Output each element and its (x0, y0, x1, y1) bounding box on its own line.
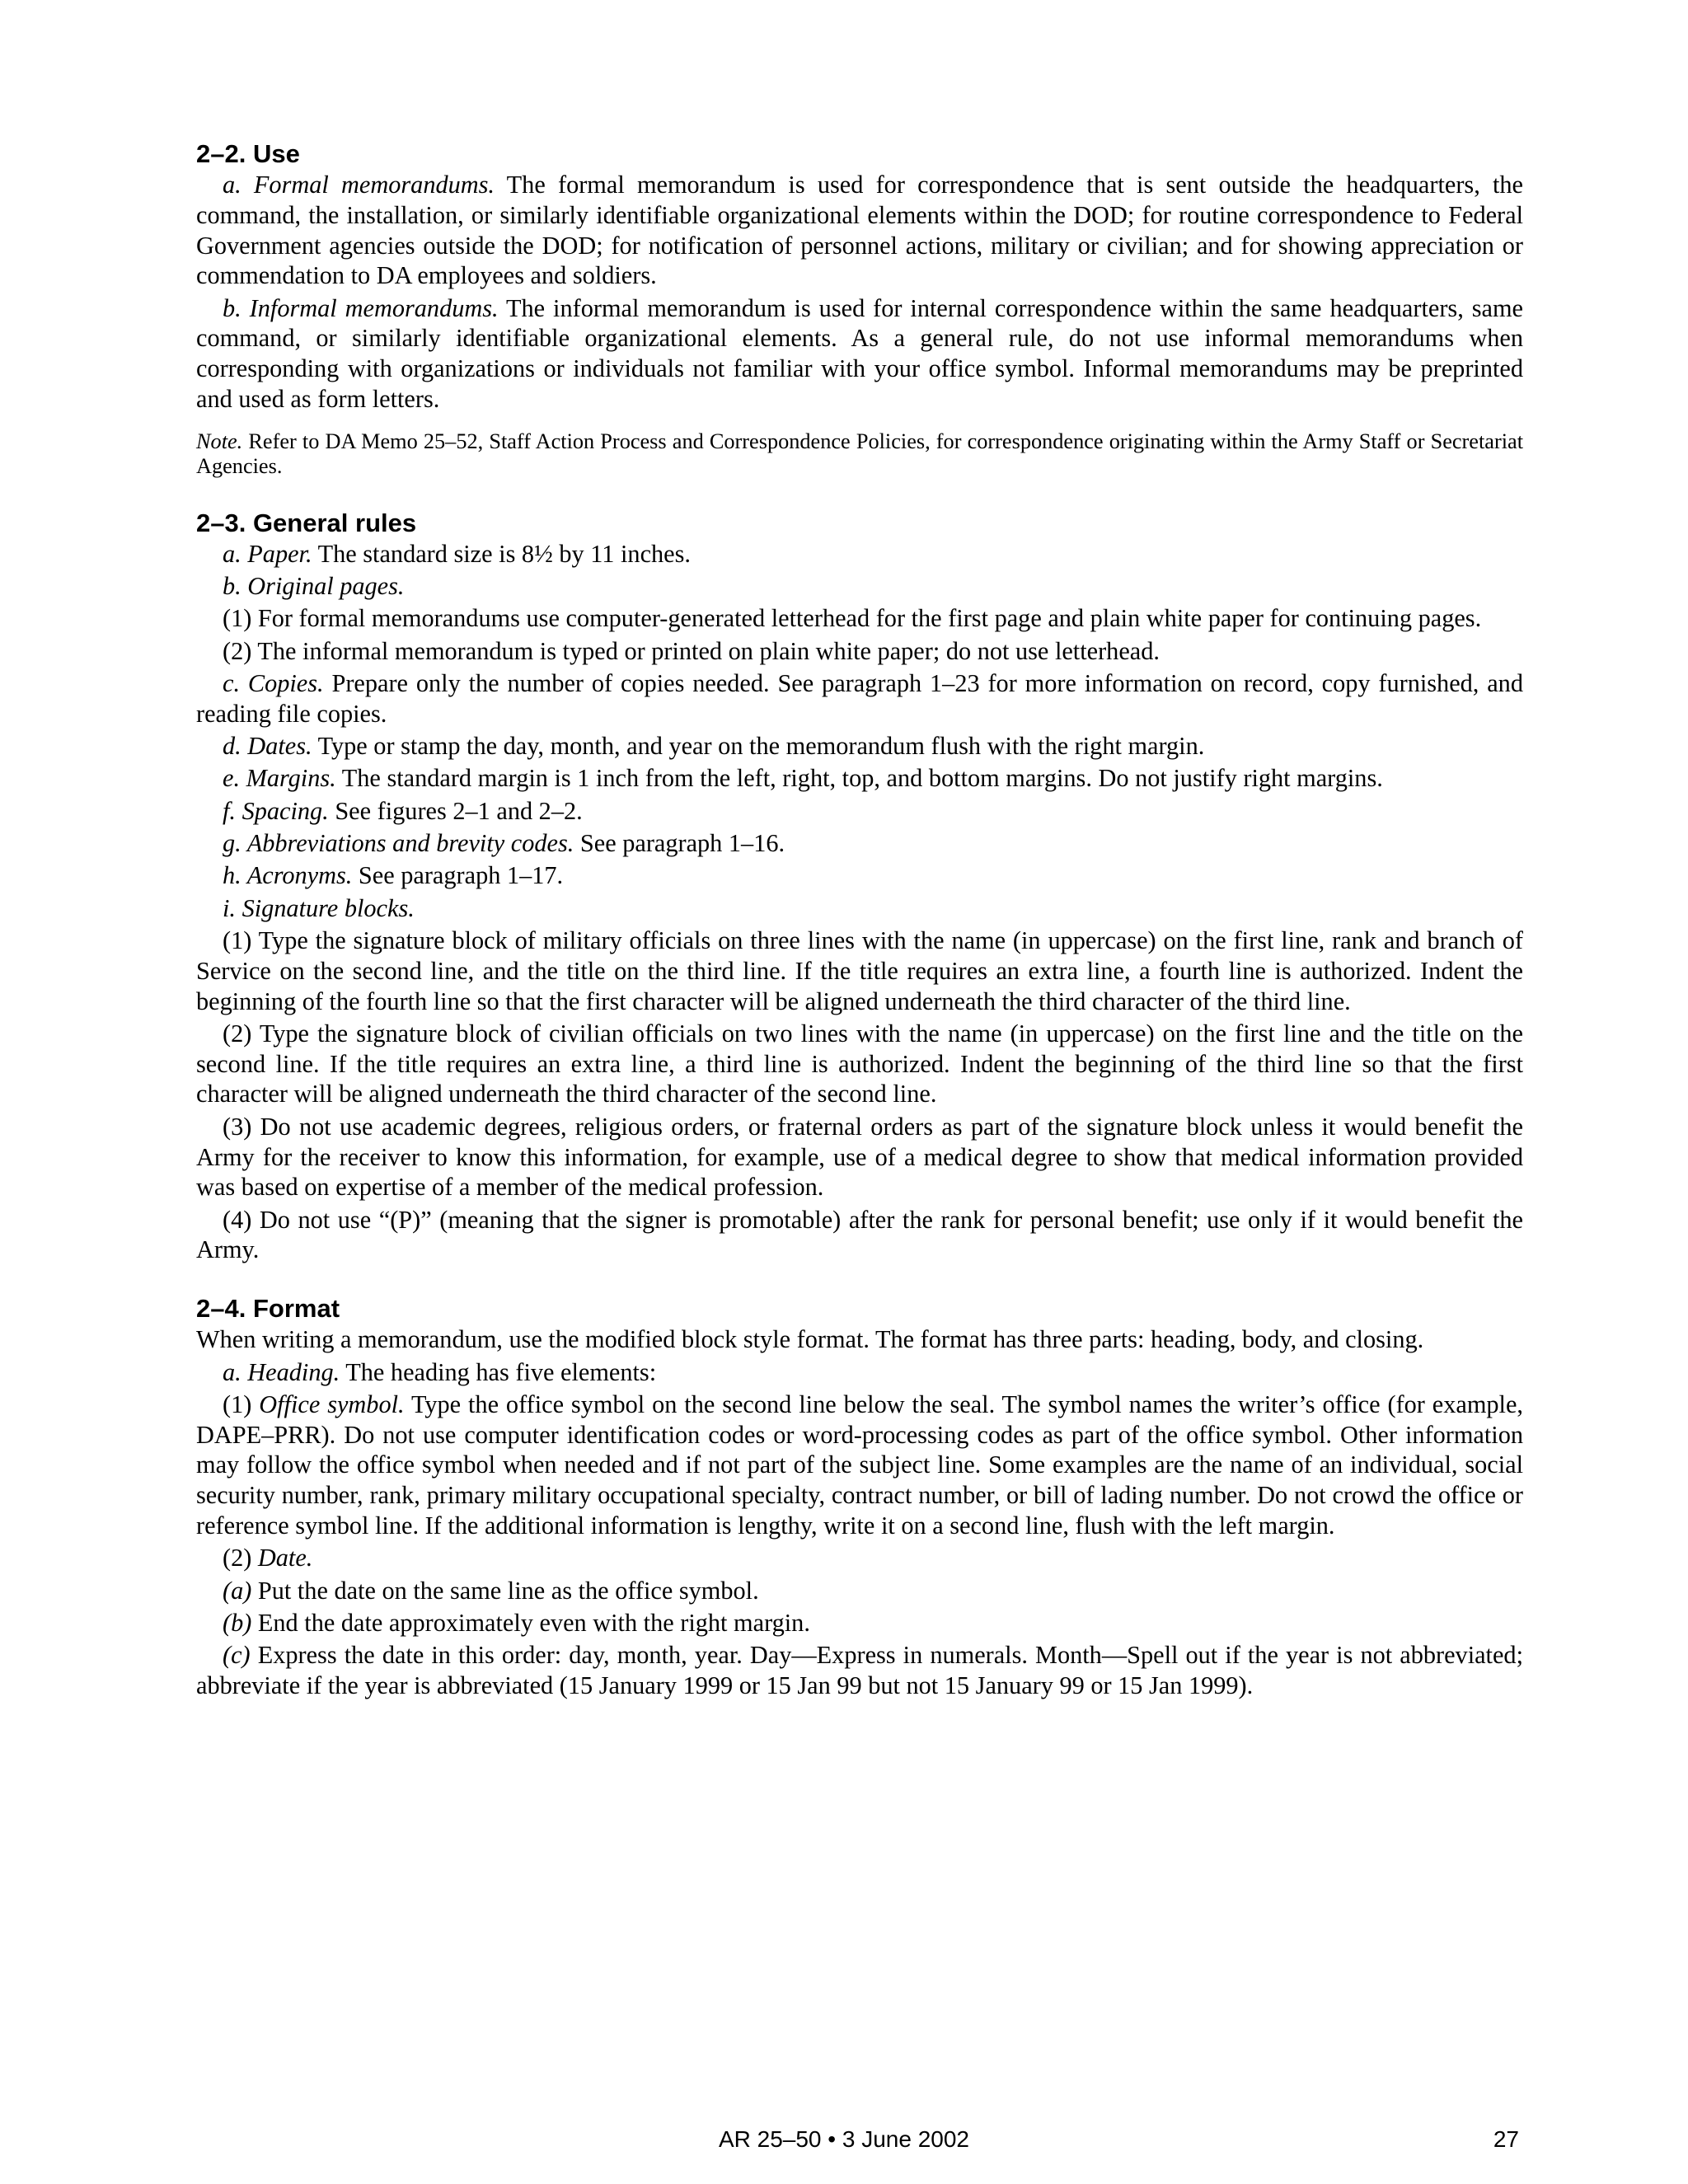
paragraph-2-4-a-2-a (196, 1576, 1523, 1606)
paragraph-label: a. Formal memorandums. (223, 171, 495, 199)
paragraph-label: Office symbol. (259, 1390, 405, 1418)
paragraph-2-3-i-1: (1) Type the signature block of military officials on three lines with the name (in uppercase) on the first line, rank and branch of Service on the second line, and the title on the third line. If the title requires an extra line, a fourth line is authorized. Indent the beginning of the fourth line so that the first character will be aligned underneath the third character of the third line. (196, 926, 1523, 1015)
paragraph-label: f. Spacing. (223, 796, 329, 825)
paragraph-text: The standard margin is 1 inch from the left, right, top, and bottom margins. Do not justify right margins. (335, 764, 1383, 793)
paragraph-label: g. Abbreviations and brevity codes. (223, 829, 574, 858)
section-2-3 (196, 508, 1523, 1265)
paragraph-2-3-i (196, 893, 1523, 924)
paragraph-label: h. Acronyms. (223, 861, 353, 890)
section-2-4 (196, 1293, 1523, 1701)
document-page (196, 138, 1523, 1703)
paragraph-2-3-i-4: (4) Do not use “(P)” (meaning that the signer is promotable) after the rank for personal benefit; use only if it would benefit the Army. (196, 1205, 1523, 1264)
paragraph-2-2-a (196, 170, 1523, 291)
paragraph-label: Date. (257, 1544, 313, 1572)
paragraph-2-3-i-2: (2) Type the signature block of civilian officials on two lines with the name (in uppercase) on the first line and the title on the second line. If the title requires an extra line, a third line is authorized. Indent the beginning of the third line so that the first character will be aligned underneath the third character of the second line. (196, 1019, 1523, 1108)
paragraph-2-3-b-2: (2) The informal memorandum is typed or printed on plain white paper; do not use letterhead. (223, 636, 1160, 665)
paragraph-number: (1) (223, 1390, 260, 1418)
note-2-2 (196, 429, 1523, 480)
paragraph-2-3-d (196, 731, 1523, 762)
paragraph-2-4-intro: When writing a memorandum, use the modified block style format. The format has three parts: heading, body, and closing. (196, 1325, 1424, 1354)
section-heading-2-2: 2–2. Use (196, 139, 300, 168)
paragraph-label: b. Original pages. (223, 572, 405, 601)
paragraph-2-4-a-2-c (196, 1640, 1523, 1701)
note-text: Refer to DA Memo 25–52, Staff Action Process and Correspondence Policies, for correspondence originating within the Army Staff or Secretariat Agencies. (196, 429, 1523, 479)
paragraph-2-3-h (196, 860, 1523, 891)
paragraph-text: Express the date in this order: day, month, year. Day—Express in numerals. Month—Spell out if the year is not abbreviated; abbreviate if the year is abbreviated (15 January 1999 or 15 Jan 99 but not 15 January 99 or 15 Jan 1999). (196, 1641, 1523, 1699)
paragraph-2-3-b-1: (1) For formal memorandums use computer-generated letterhead for the first page and plain white paper for continuing pages. (223, 604, 1482, 633)
paragraph-text: The standard size is 8½ by 11 inches. (312, 539, 691, 568)
paragraph-text: Type the office symbol on the second line below the seal. The symbol names the writer’s office (for example, DAPE–PRR). Do not use computer identification codes or word-processing codes as part of the office symbol. Other information may follow the office symbol when needed and if not part of the subject line. Some examples are the name of an individual, social security number, rank, primary military occupational specialty, contract number, or bill of lading number. Do not crowd the office or reference symbol line. If the additional information is lengthy, write it on a second line, flush with the left margin. (196, 1390, 1523, 1540)
paragraph-text: The informal memorandum is used for internal correspondence within the same headquarters, same command, or similarly identifiable organizational elements. As a general rule, do not use informal memorandums when corresponding with organizations or individuals not familiar with your office symbol. Informal memorandums may be preprinted and used as form letters. (196, 293, 1523, 414)
paragraph-label: b. Informal memorandums. (223, 293, 499, 322)
note-label: Note. (196, 429, 243, 453)
section-heading-2-4: 2–4. Format (196, 1294, 340, 1324)
paragraph-2-3-f (196, 796, 1523, 827)
paragraph-2-4-a (196, 1357, 1523, 1388)
paragraph-2-3-e (196, 763, 1523, 794)
paragraph-text: See paragraph 1–16. (574, 829, 785, 858)
paragraph-label: a. Heading. (223, 1357, 340, 1386)
paragraph-text: See paragraph 1–17. (352, 861, 564, 890)
paragraph-2-3-b (196, 571, 1523, 602)
paragraph-2-3-i-3: (3) Do not use academic degrees, religious orders, or fraternal orders as part of the signature block unless it would benefit the Army for the receiver to know this information, for example, use of a medical degree to show that medical information provided was based on expertise of a member of the medical profession. (196, 1112, 1523, 1202)
paragraph-label: i. Signature blocks. (223, 893, 415, 922)
paragraph-text: See figures 2–1 and 2–2. (328, 796, 583, 825)
paragraph-2-4-a-1 (196, 1390, 1523, 1541)
footer-page-number: 27 (1493, 2126, 1519, 2152)
footer-document-id: AR 25–50 • 3 June 2002 (718, 2126, 970, 2152)
paragraph-label: a. Paper. (223, 539, 312, 568)
paragraph-2-3-c (196, 668, 1523, 729)
paragraph-text: Type or stamp the day, month, and year on the memorandum flush with the right margin. (312, 732, 1205, 761)
paragraph-label: e. Margins. (223, 764, 336, 793)
paragraph-text: The heading has five elements: (340, 1357, 657, 1386)
paragraph-label: (a) (223, 1576, 252, 1605)
paragraph-2-4-a-2-b (196, 1608, 1523, 1638)
paragraph-label: (b) (223, 1608, 252, 1637)
paragraph-text: Prepare only the number of copies needed. See paragraph 1–23 for more information on record, copy furnished, and reading file copies. (196, 669, 1523, 728)
paragraph-text: End the date approximately even with the right margin. (251, 1608, 810, 1637)
paragraph-text: The formal memorandum is used for correspondence that is sent outside the headquarters, the command, the installation, or similarly identifiable organizational elements within the DOD; for routine correspondence to Federal Government agencies outside the DOD; for notification of personnel actions, military or civilian; and for showing appreciation or commendation to DA employees and soldiers. (196, 171, 1523, 290)
paragraph-2-2-b (196, 293, 1523, 415)
section-heading-2-3: 2–3. General rules (196, 508, 417, 537)
paragraph-number: (2) (223, 1544, 258, 1572)
paragraph-2-3-g (196, 828, 1523, 859)
paragraph-label: (c) (223, 1641, 251, 1670)
section-2-2 (196, 138, 1523, 480)
paragraph-label: c. Copies. (223, 669, 324, 698)
paragraph-text: Put the date on the same line as the office symbol. (251, 1576, 759, 1605)
paragraph-2-3-a (196, 539, 1523, 569)
paragraph-2-4-a-2 (196, 1543, 1523, 1573)
paragraph-label: d. Dates. (223, 732, 312, 761)
